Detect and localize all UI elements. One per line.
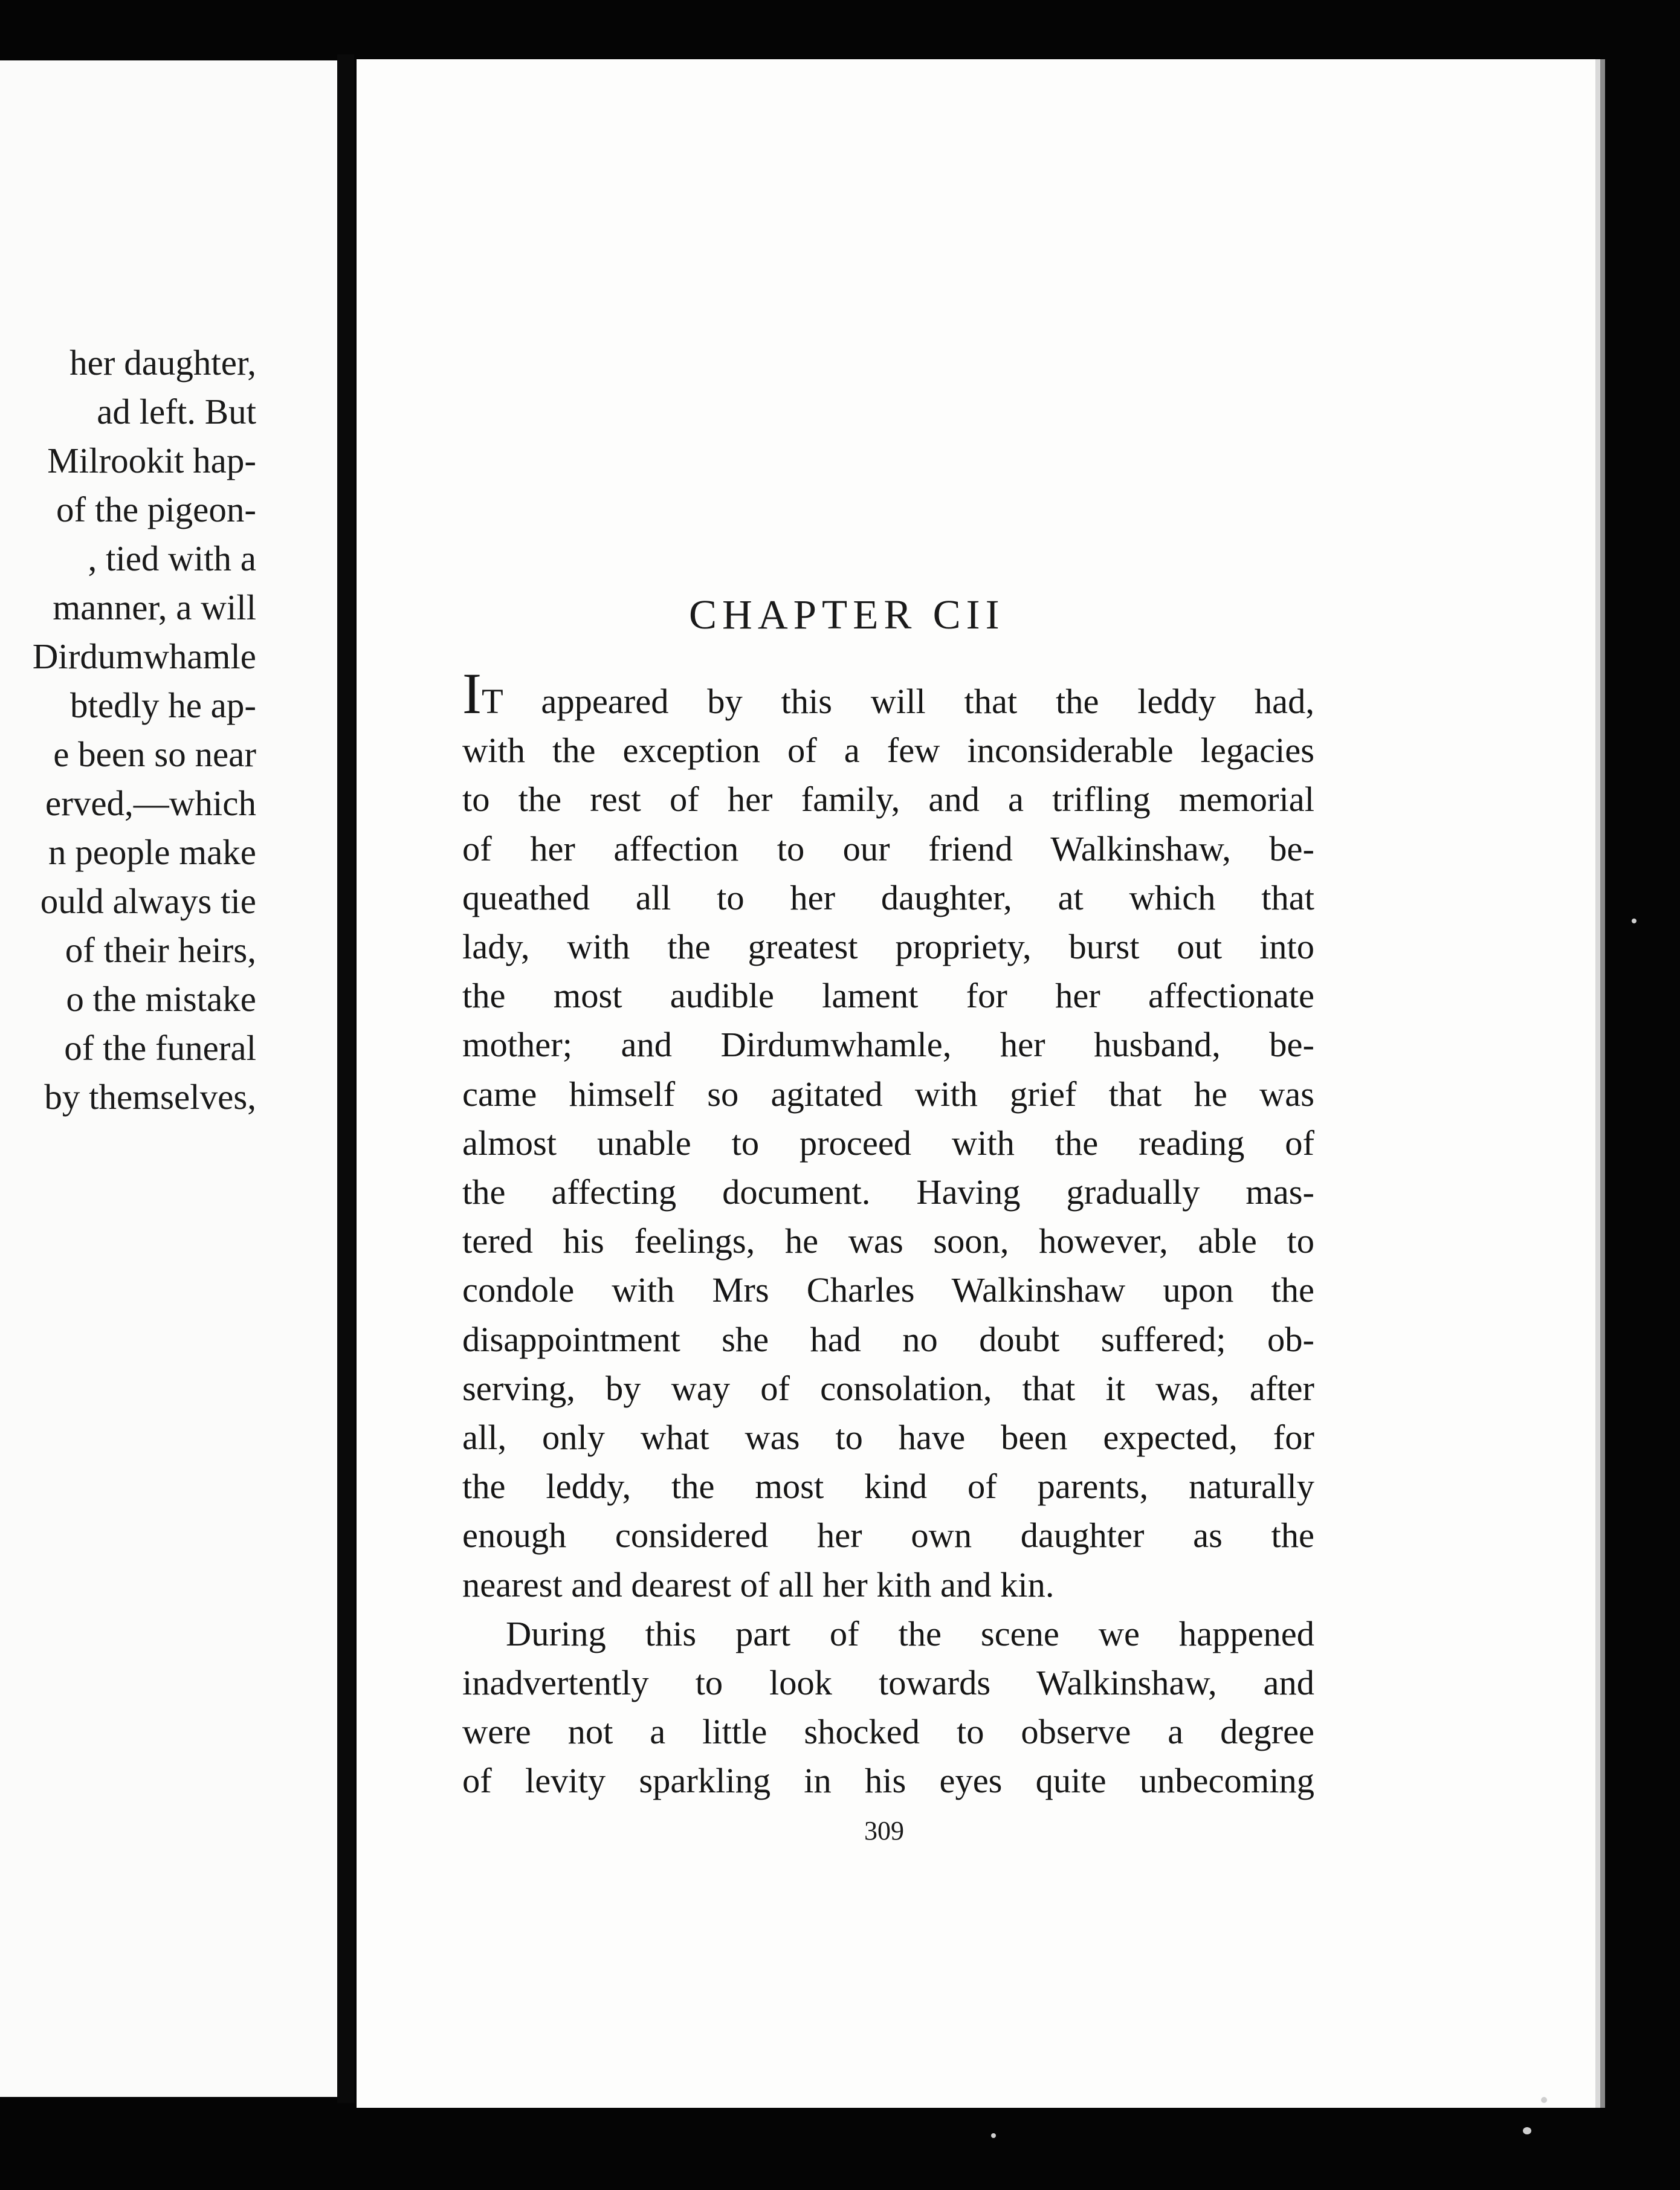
text-line: were not a little shocked to observe a degree xyxy=(462,1712,1314,1752)
text-line: disappointment she had no doubt suffered; ob- xyxy=(462,1319,1314,1359)
left-line: e been so near xyxy=(53,734,256,774)
text-line: of levity sparkling in his eyes quite unbecoming xyxy=(462,1761,1314,1801)
text-line: queathed all to her daughter, at which that xyxy=(462,877,1314,917)
left-line: by themselves, xyxy=(44,1077,256,1117)
text-line: almost unable to proceed with the reading of xyxy=(462,1123,1314,1163)
text-line: inadvertently to look towards Walkinshaw, and xyxy=(462,1663,1314,1703)
text-line: all, only what was to have been expected, for xyxy=(462,1418,1314,1458)
left-line: erved,—which xyxy=(45,783,256,823)
left-line: btedly he ap- xyxy=(70,685,256,725)
left-page-text xyxy=(0,338,256,1122)
chapter-title: CHAPTER CII xyxy=(689,592,1005,638)
left-line: of the pigeon- xyxy=(56,489,256,529)
first-line-rest: T appeared by this will that the leddy had, xyxy=(481,682,1314,721)
text-line: serving, by way of consolation, that it was, after xyxy=(462,1368,1314,1408)
text-line: of her affection to our friend Walkinshaw, be- xyxy=(462,829,1314,868)
text-line: condole with Mrs Charles Walkinshaw upon the xyxy=(462,1270,1314,1310)
text-line: enough considered her own daughter as the xyxy=(462,1516,1314,1555)
text-line: came himself so agitated with grief that he was xyxy=(462,1074,1314,1114)
drop-cap: I xyxy=(462,661,482,726)
left-line: o the mistake xyxy=(66,979,256,1019)
text-line: with the exception of a few inconsiderable legacies xyxy=(462,731,1314,770)
text-line: the leddy, the most kind of parents, naturally xyxy=(462,1467,1314,1507)
text-line: nearest and dearest of all her kith and kin. xyxy=(462,1565,1055,1604)
text-line: to the rest of her family, and a trifling memorial xyxy=(462,780,1314,819)
text-line: During this part of the scene we happened xyxy=(506,1613,1314,1653)
book-gutter xyxy=(337,54,354,2103)
scan-speck xyxy=(1523,2127,1531,2134)
scan-speck xyxy=(1541,2097,1547,2103)
text-line: mother; and Dirdumwhamle, her husband, be- xyxy=(462,1025,1314,1065)
left-line: of the funeral xyxy=(64,1028,256,1068)
left-line: Dirdumwhamle xyxy=(32,636,256,676)
text-line xyxy=(462,661,1314,726)
text-line: the most audible lament for her affectionate xyxy=(462,976,1314,1016)
text-line: lady, with the greatest propriety, burst out into xyxy=(462,927,1314,967)
text-line: the affecting document. Having gradually mas- xyxy=(462,1172,1314,1212)
scan-speck xyxy=(1632,919,1636,923)
left-line: , tied with a xyxy=(88,538,256,578)
left-line: ad left. But xyxy=(97,392,256,431)
scan-speck xyxy=(991,2133,996,2138)
left-line: her daughter, xyxy=(69,343,256,383)
body-text xyxy=(462,661,1314,1806)
left-page xyxy=(0,60,337,2097)
left-line: ould always tie xyxy=(40,881,256,921)
left-line: n people make xyxy=(48,832,256,872)
left-line: of their heirs, xyxy=(65,930,256,970)
left-line: manner, a will xyxy=(53,587,256,627)
page-number: 309 xyxy=(864,1816,904,1846)
text-line: tered his feelings, he was soon, however, able to xyxy=(462,1221,1314,1261)
left-line: Milrookit hap- xyxy=(47,441,256,480)
